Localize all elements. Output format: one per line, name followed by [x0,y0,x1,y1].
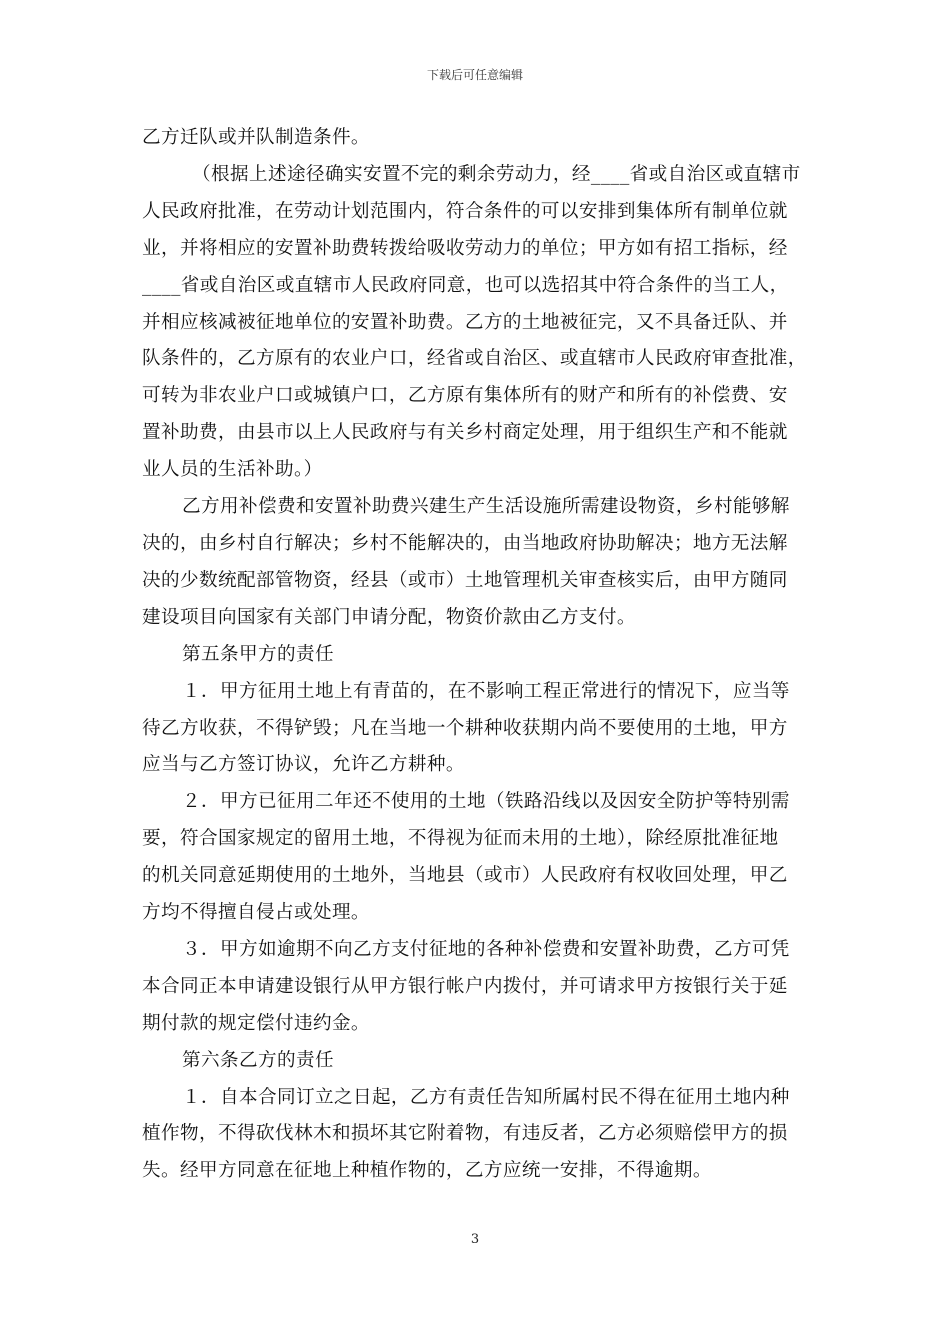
text-line: 置补助费，由县市以上人民政府与有关乡村商定处理，用于组织生产和不能就 [142,422,788,444]
text-line: ２．甲方已征用二年还不使用的土地（铁路沿线以及因安全防护等特别需 [182,791,790,813]
text-line: 第六条乙方的责任 [182,1049,334,1071]
paragraph [142,157,812,489]
text-line: ３．甲方如逾期不向乙方支付征地的各种补偿费和安置补助费，乙方可凭 [182,938,790,960]
text-line: 可转为非农业户口或城镇户口，乙方原有集体所有的财产和所有的补偿费、安 [142,385,788,407]
text-line: 决的少数统配部管物资，经县（或市）土地管理机关审查核实后，由甲方随同 [142,569,788,591]
paragraph [142,489,812,637]
paragraph [142,674,812,785]
text-line: 业，并将相应的安置补助费转拨给吸收劳动力的单位；甲方如有招工指标，经 [142,237,788,259]
page-header: 下载后可任意编辑 [426,68,523,82]
paragraph [142,637,812,674]
text-line: 待乙方收获，不得铲毁；凡在当地一个耕种收获期内尚不要使用的土地，甲方 [142,717,788,739]
text-line: （根据上述途径确实安置不完的剩余劳动力，经____省或自治区或直辖市 [192,163,801,185]
text-line: １．自本合同订立之日起，乙方有责任告知所属村民不得在征用土地内种 [182,1086,790,1108]
text-line: 第五条甲方的责任 [182,643,334,665]
text-line: 期付款的规定偿付违约金。 [142,1012,370,1034]
text-line: 乙方迁队或并队制造条件。 [142,127,370,148]
paragraph [142,120,812,157]
document-body [142,120,812,1190]
text-line: 的机关同意延期使用的土地外，当地县（或市）人民政府有权收回处理，甲乙 [142,865,788,887]
paragraph [142,932,812,1043]
text-line: 决的，由乡村自行解决；乡村不能解决的，由当地政府协助解决；地方无法解 [142,532,788,554]
text-line: 失。经甲方同意在征地上种植作物的，乙方应统一安排，不得逾期。 [142,1160,712,1182]
page-number: 3 [470,1232,480,1247]
text-line: 要，符合国家规定的留用土地，不得视为征而未用的土地），除经原批准征地 [142,828,779,850]
paragraph [142,784,812,932]
text-line: ____省或自治区或直辖市人民政府同意，也可以选招其中符合条件的当工人， [142,274,789,296]
text-line: 乙方用补偿费和安置补助费兴建生产生活设施所需建设物资，乡村能够解 [182,496,790,518]
text-line: 应当与乙方签订协议，允许乙方耕种。 [142,754,465,776]
text-line: 业人员的生活补助。） [142,459,323,481]
text-line: 方均不得擅自侵占或处理。 [142,902,370,924]
text-line: 本合同正本申请建设银行从甲方银行帐户内拨付，并可请求甲方按银行关于延 [142,975,788,997]
text-line: 植作物，不得砍伐林木和损坏其它附着物，有违反者，乙方必须赔偿甲方的损 [142,1123,788,1145]
paragraph [142,1080,812,1191]
text-line: 人民政府批准，在劳动计划范围内，符合条件的可以安排到集体所有制单位就 [142,200,788,222]
paragraph [142,1043,812,1080]
text-line: 队条件的，乙方原有的农业户口，经省或自治区、或直辖市人民政府审查批准， [142,348,807,370]
text-line: １．甲方征用土地上有青苗的，在不影响工程正常进行的情况下，应当等 [182,680,790,702]
text-line: 并相应核减被征地单位的安置补助费。乙方的土地被征完，又不具备迁队、并 [142,311,788,333]
text-line: 建设项目向国家有关部门申请分配，物资价款由乙方支付。 [142,606,636,628]
